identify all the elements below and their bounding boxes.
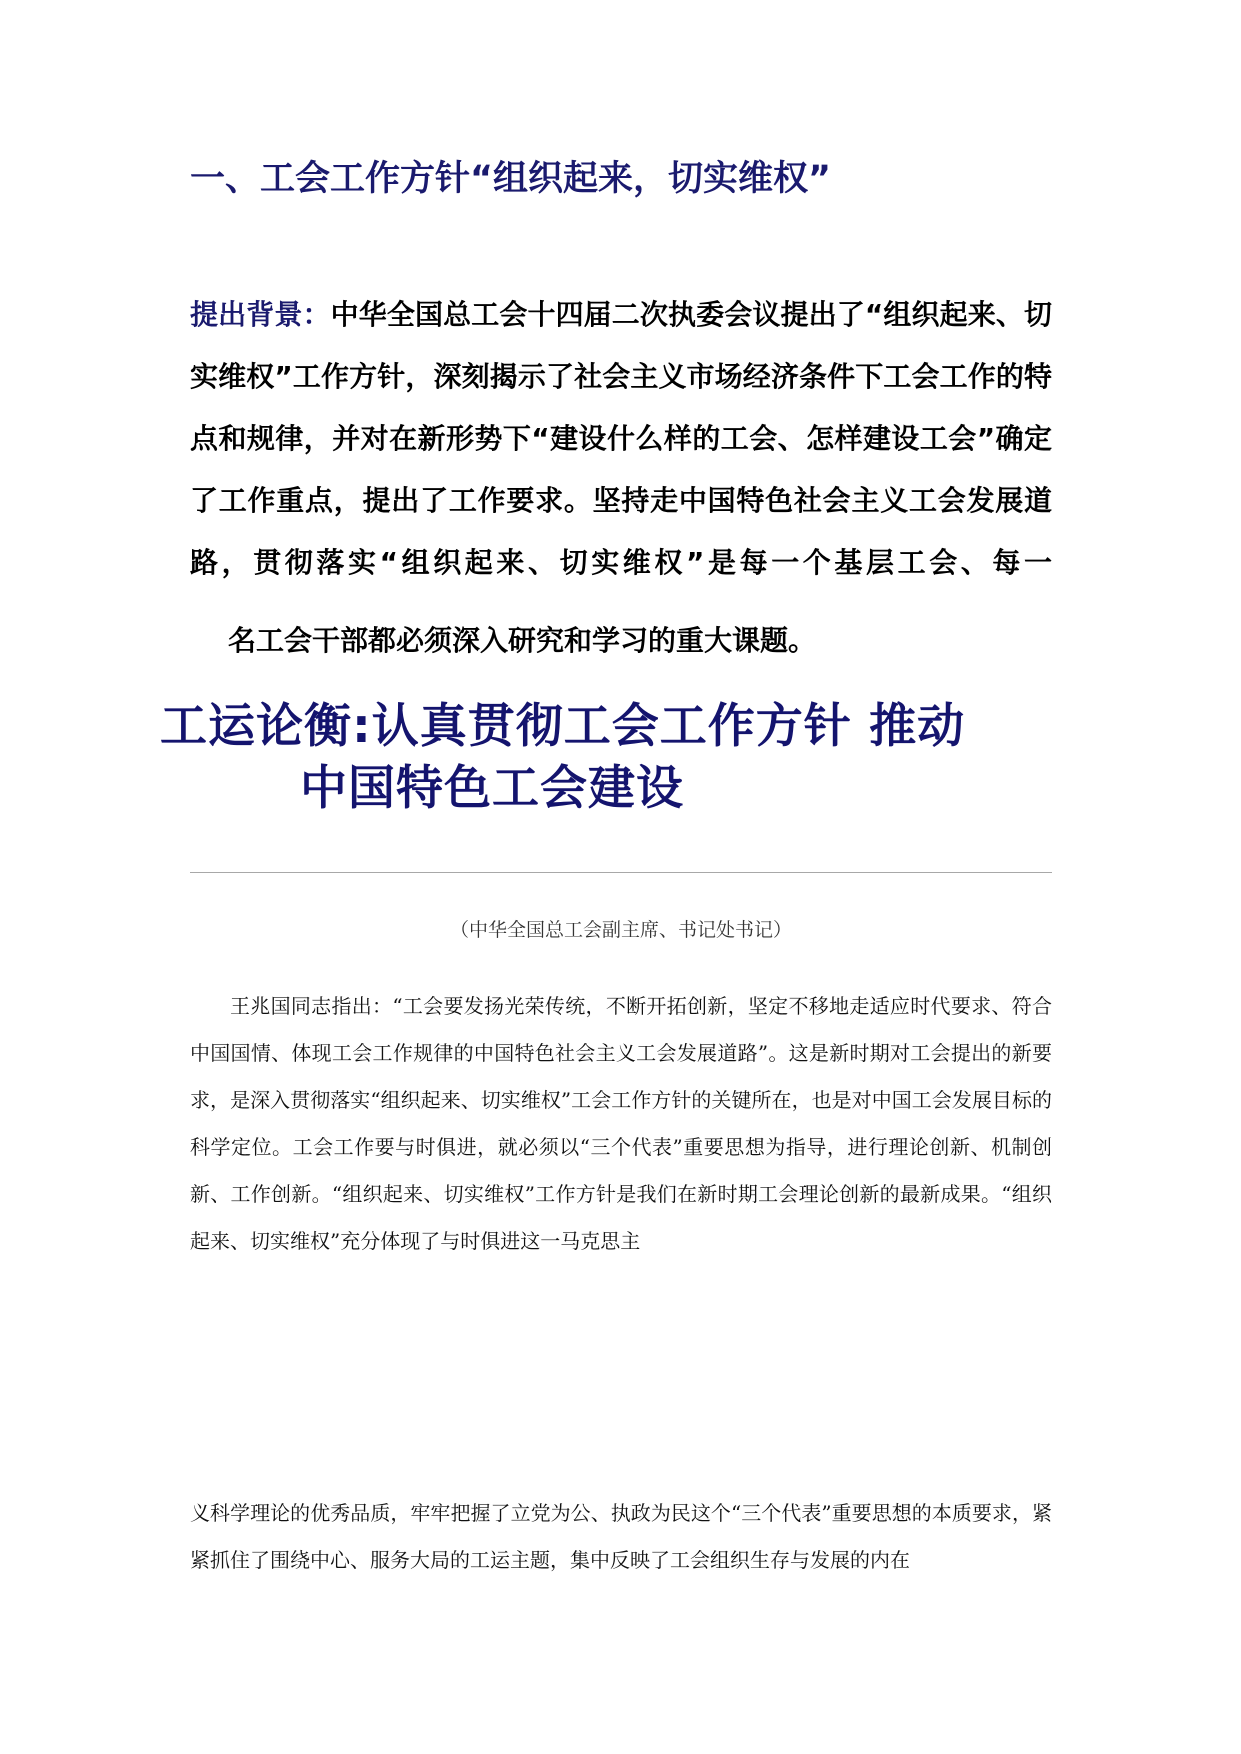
background-paragraph — [190, 284, 1052, 594]
author-byline: （中华全国总工会副主席、书记处书记） — [449, 919, 792, 941]
body-paragraph-2: 义科学理论的优秀品质，牢牢把握了立党为公、执政为民这个“三个代表”重要思想的本质要求，紧紧抓住了围绕中心、服务大局的工运主题，集中反映了工会组织生存与发展的内在 — [190, 1501, 1052, 1572]
background-label: 提出背景： — [190, 298, 331, 331]
background-last-line: 名工会干部都必须深入研究和学习的重大课题。 — [228, 624, 817, 657]
section-heading: 一、工会工作方针“组织起来，切实维权” — [190, 159, 832, 199]
article-title-line1: 工运论衡:认真贯彻工会工作方针 推动 — [160, 699, 966, 754]
article-title — [160, 696, 1080, 820]
title-divider — [190, 872, 1052, 873]
background-text: 中华全国总工会十四届二次执委会议提出了“组织起来、切实维权”工作方针，深刻揭示了社会主义市场经济条件下工会工作的特点和规律，并对在新形势下“建设什么样的工会、怎样建设工会”确定了工作重点，提出了工作要求。坚持走中国特色社会主义工会发展道路，贯彻落实“组织起来、切实维权”是每一个基层工会、每一 — [190, 298, 1052, 579]
article-title-line2: 中国特色工会建设 — [300, 761, 684, 816]
body-paragraph-1: 王兆国同志指出：“工会要发扬光荣传统，不断开拓创新，坚定不移地走适应时代要求、符合中国国情、体现工会工作规律的中国特色社会主义工会发展道路”。这是新时期对工会提出的新要求，是深入贯彻落实“组织起来、切实维权”工会工作方针的关键所在，也是对中国工会发展目标的科学定位。工会工作要与时俱进，就必须以“三个代表”重要思想为指导，进行理论创新、机制创新、工作创新。“组织起来、切实维权”工作方针是我们在新时期工会理论创新的最新成果。“组织起来、切实维权”充分体现了与时俱进这一马克思主 — [190, 994, 1052, 1253]
